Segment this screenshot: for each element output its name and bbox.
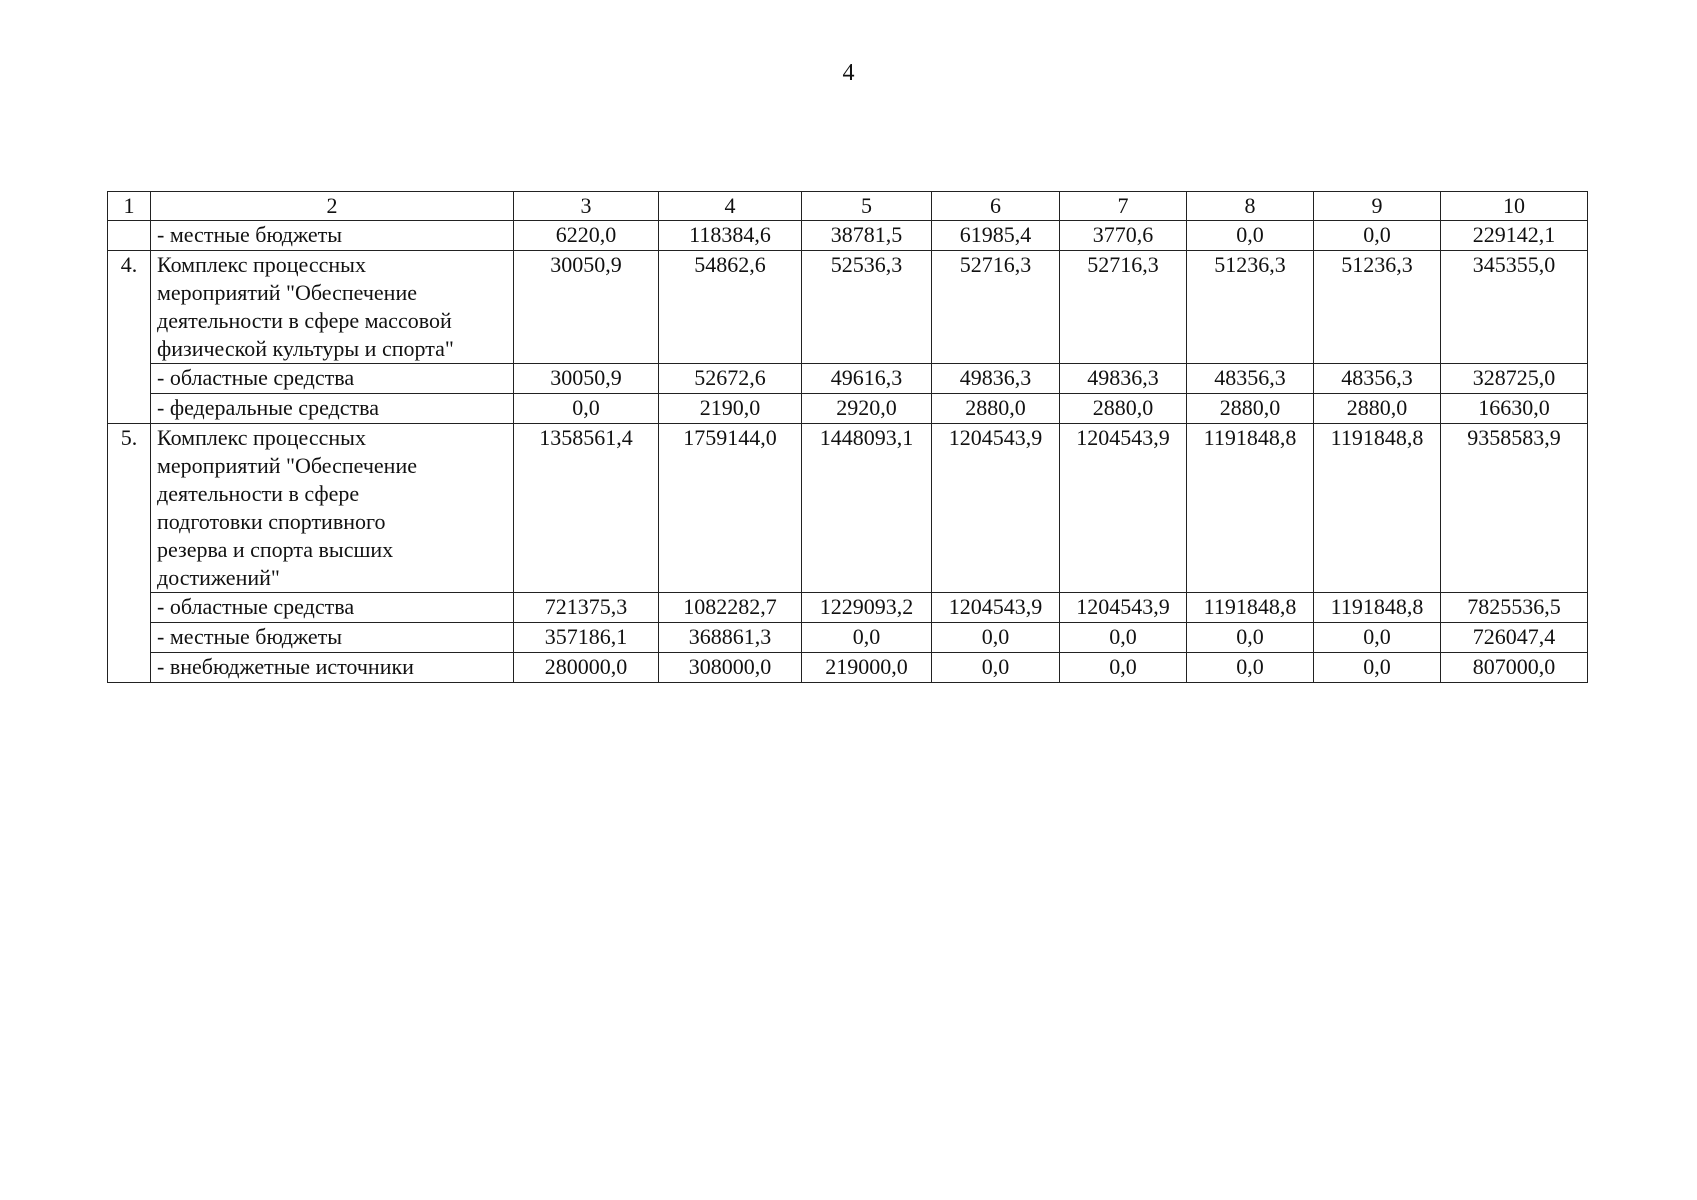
value-cell: 6220,0	[514, 221, 659, 251]
row-name	[151, 424, 514, 593]
header-cell: 2	[151, 192, 514, 221]
row-name-line: - местные бюджеты	[157, 222, 343, 247]
value-cell: 2880,0	[1060, 394, 1187, 424]
table-row	[108, 251, 1588, 364]
value-cell: 807000,0	[1441, 653, 1588, 683]
row-name	[151, 653, 514, 683]
value-cell: 52536,3	[802, 251, 932, 364]
row-name-line: мероприятий "Обеспечение	[157, 280, 417, 305]
row-name	[151, 593, 514, 623]
budget-table	[107, 191, 1588, 683]
value-cell: 308000,0	[659, 653, 802, 683]
row-name-line: физической культуры и спорта"	[157, 336, 454, 361]
value-cell: 328725,0	[1441, 364, 1588, 394]
value-cell: 0,0	[1060, 653, 1187, 683]
row-name-line: - внебюджетные источники	[157, 654, 414, 679]
row-name-line: подготовки спортивного	[157, 509, 386, 534]
value-cell: 1204543,9	[932, 593, 1060, 623]
value-cell: 48356,3	[1187, 364, 1314, 394]
value-cell: 2880,0	[1187, 394, 1314, 424]
value-cell: 368861,3	[659, 623, 802, 653]
row-name-line: достижений"	[157, 565, 280, 590]
header-cell: 5	[802, 192, 932, 221]
value-cell: 49616,3	[802, 364, 932, 394]
value-cell: 2880,0	[932, 394, 1060, 424]
value-cell: 49836,3	[932, 364, 1060, 394]
value-cell: 1759144,0	[659, 424, 802, 593]
header-cell: 6	[932, 192, 1060, 221]
value-cell: 0,0	[1060, 623, 1187, 653]
value-cell: 0,0	[514, 394, 659, 424]
row-name-line: - местные бюджеты	[157, 624, 343, 649]
table-row	[108, 364, 1588, 394]
header-cell: 9	[1314, 192, 1441, 221]
row-number: 5.	[108, 424, 151, 683]
table-row	[108, 394, 1588, 424]
value-cell: 1082282,7	[659, 593, 802, 623]
value-cell: 54862,6	[659, 251, 802, 364]
value-cell: 0,0	[1314, 221, 1441, 251]
value-cell: 726047,4	[1441, 623, 1588, 653]
value-cell: 1204543,9	[932, 424, 1060, 593]
header-cell: 8	[1187, 192, 1314, 221]
value-cell: 1191848,8	[1187, 593, 1314, 623]
value-cell: 16630,0	[1441, 394, 1588, 424]
value-cell: 7825536,5	[1441, 593, 1588, 623]
row-number	[108, 221, 151, 251]
row-name-line: деятельности в сфере массовой	[157, 308, 452, 333]
table-row	[108, 221, 1588, 251]
row-name-line: деятельности в сфере	[157, 481, 360, 506]
value-cell: 1229093,2	[802, 593, 932, 623]
table-row	[108, 623, 1588, 653]
row-name-line: Комплекс процессных	[157, 252, 366, 277]
row-name	[151, 623, 514, 653]
value-cell: 30050,9	[514, 251, 659, 364]
page-number: 4	[842, 60, 855, 86]
header-cell: 4	[659, 192, 802, 221]
row-name-line: - федеральные средства	[157, 395, 379, 420]
row-name	[151, 221, 514, 251]
value-cell: 0,0	[932, 653, 1060, 683]
value-cell: 2190,0	[659, 394, 802, 424]
value-cell: 52716,3	[932, 251, 1060, 364]
value-cell: 219000,0	[802, 653, 932, 683]
value-cell: 721375,3	[514, 593, 659, 623]
value-cell: 38781,5	[802, 221, 932, 251]
value-cell: 1204543,9	[1060, 424, 1187, 593]
row-name-line: резерва и спорта высших	[157, 537, 394, 562]
header-cell: 1	[108, 192, 151, 221]
value-cell: 118384,6	[659, 221, 802, 251]
value-cell: 1204543,9	[1060, 593, 1187, 623]
value-cell: 49836,3	[1060, 364, 1187, 394]
row-name	[151, 394, 514, 424]
value-cell: 51236,3	[1187, 251, 1314, 364]
row-name-line: - областные средства	[157, 365, 355, 390]
table-row	[108, 593, 1588, 623]
table-row	[108, 653, 1588, 683]
value-cell: 345355,0	[1441, 251, 1588, 364]
table-row	[108, 424, 1588, 593]
row-name-line: Комплекс процессных	[157, 425, 366, 450]
value-cell: 0,0	[1187, 653, 1314, 683]
value-cell: 1191848,8	[1187, 424, 1314, 593]
value-cell: 0,0	[1314, 653, 1441, 683]
header-cell: 3	[514, 192, 659, 221]
row-name-line: мероприятий "Обеспечение	[157, 453, 417, 478]
value-cell: 3770,6	[1060, 221, 1187, 251]
value-cell: 52672,6	[659, 364, 802, 394]
row-name	[151, 251, 514, 364]
table-body	[108, 192, 1588, 683]
value-cell: 0,0	[932, 623, 1060, 653]
value-cell: 0,0	[802, 623, 932, 653]
value-cell: 0,0	[1187, 623, 1314, 653]
value-cell: 357186,1	[514, 623, 659, 653]
value-cell: 30050,9	[514, 364, 659, 394]
value-cell: 0,0	[1314, 623, 1441, 653]
value-cell: 61985,4	[932, 221, 1060, 251]
row-name-line: - областные средства	[157, 594, 355, 619]
header-cell: 10	[1441, 192, 1588, 221]
value-cell: 1191848,8	[1314, 424, 1441, 593]
value-cell: 1358561,4	[514, 424, 659, 593]
value-cell: 1191848,8	[1314, 593, 1441, 623]
value-cell: 0,0	[1187, 221, 1314, 251]
value-cell: 48356,3	[1314, 364, 1441, 394]
value-cell: 229142,1	[1441, 221, 1588, 251]
value-cell: 280000,0	[514, 653, 659, 683]
value-cell: 2920,0	[802, 394, 932, 424]
value-cell: 2880,0	[1314, 394, 1441, 424]
value-cell: 52716,3	[1060, 251, 1187, 364]
value-cell: 51236,3	[1314, 251, 1441, 364]
value-cell: 1448093,1	[802, 424, 932, 593]
row-number: 4.	[108, 251, 151, 424]
value-cell: 9358583,9	[1441, 424, 1588, 593]
table-header-row	[108, 192, 1588, 221]
header-cell: 7	[1060, 192, 1187, 221]
row-name	[151, 364, 514, 394]
